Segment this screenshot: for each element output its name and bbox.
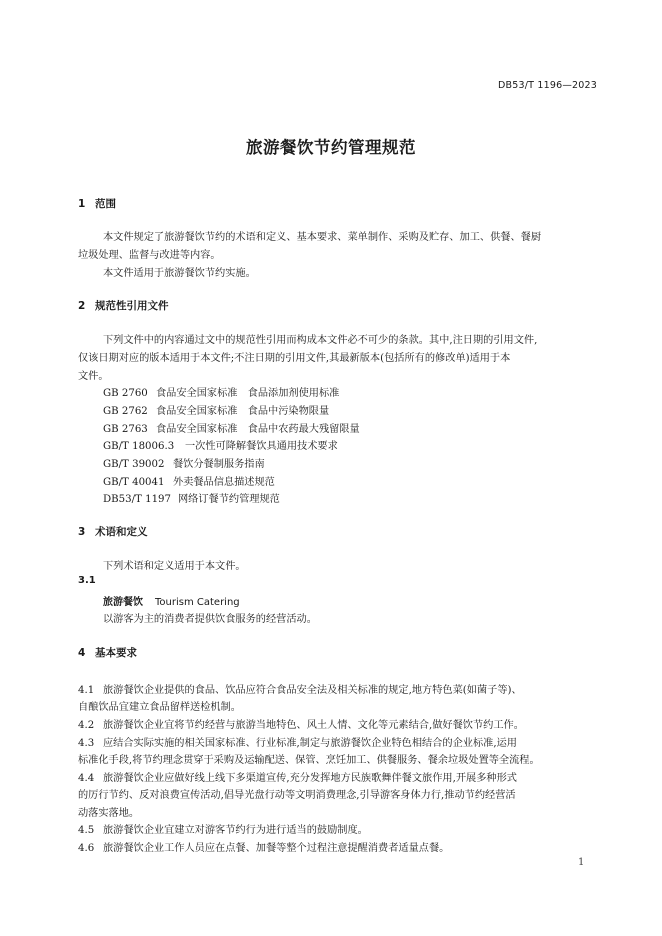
section-2-title: 规范性引用文件 (95, 300, 169, 312)
term-definition: 以游客为主的消费者提供饮食服务的经营活动。 (103, 614, 317, 625)
sec2-intro-line2: 仅该日期对应的版本适用于本文件;不注日期的引用文件,其最新版本(包括所有的修改单)适用于本 (78, 353, 511, 364)
standard-code: DB53/T 1196—2023 (498, 80, 597, 91)
reference-item (103, 420, 360, 435)
reference-code: GB 2763 (103, 424, 148, 435)
clause-number: 4.2 (78, 720, 95, 731)
section-1-number: 1 (78, 198, 86, 210)
reference-code: GB/T 18006.3 (103, 441, 175, 452)
clause-number: 4.3 (78, 738, 95, 749)
section-3-heading (78, 524, 148, 539)
clause-number: 4.4 (78, 773, 95, 784)
reference-title: 外卖餐品信息描述规范 (173, 477, 275, 488)
term-number: 3.1 (78, 575, 96, 586)
section-2-heading (78, 298, 169, 313)
reference-title: 一次性可降解餐饮具通用技术要求 (185, 441, 338, 452)
sec3-intro: 下列术语和定义适用于本文件。 (103, 561, 246, 572)
reference-title: 食品安全国家标准 食品添加剂使用标准 (156, 388, 340, 399)
clause-number: 4.1 (78, 685, 95, 696)
sec1-para2: 本文件适用于旅游餐饮节约实施。 (103, 268, 256, 279)
term-chinese: 旅游餐饮 (103, 597, 143, 608)
section-3-title: 术语和定义 (95, 526, 148, 538)
reference-item (103, 473, 275, 488)
reference-code: GB 2762 (103, 406, 148, 417)
sec1-para1-line2: 垃圾处理、监督与改进等内容。 (78, 250, 221, 261)
sec2-intro-line3: 文件。 (78, 371, 109, 382)
sec1-para1-line1: 本文件规定了旅游餐饮节约的术语和定义、基本要求、菜单制作、采购及贮存、加工、供餐、餐厨 (103, 232, 542, 243)
reference-item (103, 490, 280, 505)
clause-line: 标准化手段,将节约理念贯穿于采购及运输配送、保管、烹饪加工、供餐服务、餐余垃圾处置等全流程。 (78, 755, 540, 766)
clause-number: 4.5 (78, 825, 95, 836)
clause-line: 的厉行节约、反对浪费宣传活动,倡导光盘行动等文明消费理念,引导游客身体力行,推动节约经营活 (78, 790, 516, 801)
clause-line (78, 821, 368, 836)
clause-text: 旅游餐饮企业宜将节约经营与旅游当地特色、风土人情、文化等元素结合,做好餐饮节约工作。 (103, 720, 524, 731)
reference-item (103, 437, 338, 452)
reference-code: GB/T 40041 (103, 477, 165, 488)
reference-code: DB53/T 1197 (103, 494, 172, 505)
reference-code: GB/T 39002 (103, 459, 165, 470)
sec2-intro-line1: 下列文件中的内容通过文中的规范性引用而构成本文件必不可少的条款。其中,注日期的引用文件, (103, 335, 538, 346)
clause-text: 旅游餐饮企业应做好线上线下多渠道宣传,充分发挥地方民族歌舞伴餐文旅作用,开展多种形式 (103, 773, 517, 784)
section-4-number: 4 (78, 647, 86, 659)
clause-text: 旅游餐饮企业宜建立对游客节约行为进行适当的鼓励制度。 (103, 825, 368, 836)
page-number: 1 (578, 857, 585, 868)
reference-title: 食品安全国家标准 食品中农药最大残留限量 (156, 424, 360, 435)
clause-text: 旅游餐饮企业提供的食品、饮品应符合食品安全法及相关标准的规定,地方特色菜(如菌子等)、 (103, 685, 522, 696)
reference-item (103, 455, 265, 470)
reference-title: 网络订餐节约管理规范 (178, 494, 280, 505)
reference-item (103, 384, 339, 399)
clause-line: 动落实落地。 (78, 808, 140, 819)
reference-code: GB 2760 (103, 388, 148, 399)
section-1-title: 范围 (95, 198, 116, 210)
clause-number: 4.6 (78, 843, 95, 854)
clause-text: 应结合实际实施的相关国家标准、行业标准,制定与旅游餐饮企业特色相结合的企业标准,运用 (103, 738, 517, 749)
reference-title: 食品安全国家标准 食品中污染物限量 (156, 406, 330, 417)
term-heading (103, 593, 240, 608)
clause-text: 旅游餐饮企业工作人员应在点餐、加餐等整个过程注意提醒消费者适量点餐。 (103, 843, 450, 854)
clause-line: 自酿饮品宜建立食品留样送检机制。 (78, 702, 241, 713)
clause-line (78, 839, 449, 854)
clause-line (78, 769, 517, 784)
reference-item (103, 402, 329, 417)
section-4-title: 基本要求 (95, 647, 137, 659)
section-2-number: 2 (78, 300, 86, 312)
section-4-heading (78, 645, 137, 660)
clause-line (78, 681, 522, 696)
term-english: Tourism Catering (155, 597, 240, 608)
reference-title: 餐饮分餐制服务指南 (173, 459, 265, 470)
clause-line (78, 734, 517, 749)
section-1-heading (78, 196, 116, 211)
section-3-number: 3 (78, 526, 86, 538)
page-title: 旅游餐饮节约管理规范 (246, 138, 416, 157)
clause-line (78, 716, 524, 731)
